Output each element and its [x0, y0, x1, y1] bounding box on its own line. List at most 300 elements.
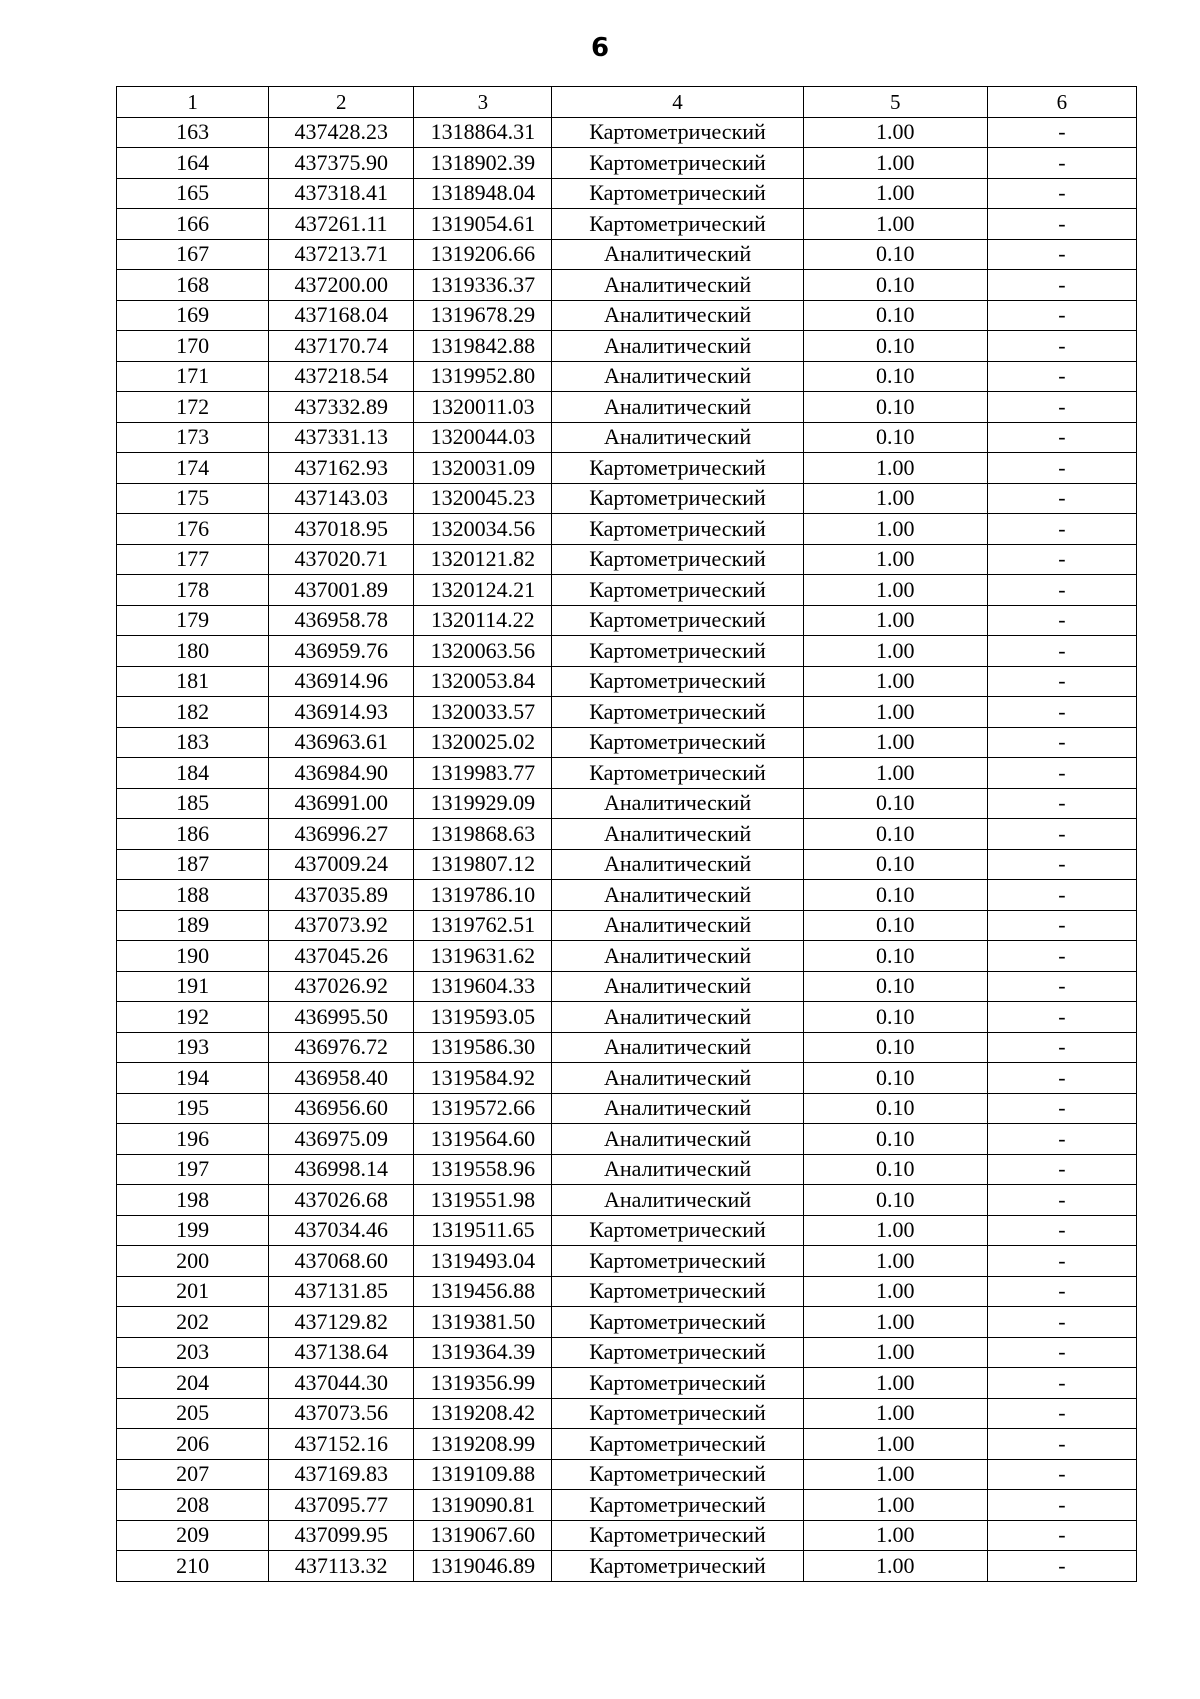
x-coordinate-cell: 437044.30	[269, 1368, 414, 1399]
point-number-cell: 163	[117, 117, 269, 148]
accuracy-cell: 1.00	[803, 117, 987, 148]
point-number-cell: 207	[117, 1459, 269, 1490]
table-row	[117, 148, 1137, 179]
y-coordinate-cell: 1319604.33	[414, 971, 552, 1002]
x-coordinate-cell: 437213.71	[269, 239, 414, 270]
note-cell: -	[987, 453, 1136, 484]
note-cell: -	[987, 331, 1136, 362]
accuracy-cell: 0.10	[803, 331, 987, 362]
method-cell: Картометрический	[552, 605, 803, 636]
method-cell: Картометрический	[552, 758, 803, 789]
method-cell: Картометрический	[552, 727, 803, 758]
x-coordinate-cell: 436998.14	[269, 1154, 414, 1185]
note-cell: -	[987, 178, 1136, 209]
point-number-cell: 203	[117, 1337, 269, 1368]
accuracy-cell: 0.10	[803, 422, 987, 453]
method-cell: Аналитический	[552, 880, 803, 911]
accuracy-cell: 1.00	[803, 636, 987, 667]
method-cell: Аналитический	[552, 1185, 803, 1216]
table-row	[117, 1551, 1137, 1582]
column-header: 3	[414, 87, 552, 118]
y-coordinate-cell: 1320063.56	[414, 636, 552, 667]
y-coordinate-cell: 1319206.66	[414, 239, 552, 270]
method-cell: Картометрический	[552, 148, 803, 179]
table-row	[117, 1154, 1137, 1185]
x-coordinate-cell: 437332.89	[269, 392, 414, 423]
table-header	[117, 87, 1137, 118]
accuracy-cell: 0.10	[803, 1063, 987, 1094]
table-row	[117, 1459, 1137, 1490]
accuracy-cell: 0.10	[803, 270, 987, 301]
x-coordinate-cell: 437073.92	[269, 910, 414, 941]
method-cell: Картометрический	[552, 697, 803, 728]
accuracy-cell: 1.00	[803, 514, 987, 545]
method-cell: Аналитический	[552, 300, 803, 331]
method-cell: Аналитический	[552, 788, 803, 819]
note-cell: -	[987, 361, 1136, 392]
x-coordinate-cell: 437200.00	[269, 270, 414, 301]
method-cell: Картометрический	[552, 1368, 803, 1399]
table-row	[117, 1368, 1137, 1399]
method-cell: Аналитический	[552, 910, 803, 941]
method-cell: Картометрический	[552, 1307, 803, 1338]
x-coordinate-cell: 437261.11	[269, 209, 414, 240]
y-coordinate-cell: 1320011.03	[414, 392, 552, 423]
x-coordinate-cell: 436958.40	[269, 1063, 414, 1094]
y-coordinate-cell: 1319952.80	[414, 361, 552, 392]
note-cell: -	[987, 117, 1136, 148]
note-cell: -	[987, 605, 1136, 636]
point-number-cell: 188	[117, 880, 269, 911]
method-cell: Аналитический	[552, 971, 803, 1002]
point-number-cell: 177	[117, 544, 269, 575]
note-cell: -	[987, 209, 1136, 240]
point-number-cell: 170	[117, 331, 269, 362]
x-coordinate-cell: 437428.23	[269, 117, 414, 148]
note-cell: -	[987, 1551, 1136, 1582]
method-cell: Картометрический	[552, 1490, 803, 1521]
x-coordinate-cell: 436914.96	[269, 666, 414, 697]
point-number-cell: 195	[117, 1093, 269, 1124]
note-cell: -	[987, 392, 1136, 423]
note-cell: -	[987, 849, 1136, 880]
y-coordinate-cell: 1319983.77	[414, 758, 552, 789]
accuracy-cell: 1.00	[803, 1459, 987, 1490]
table-row	[117, 117, 1137, 148]
column-header: 1	[117, 87, 269, 118]
method-cell: Аналитический	[552, 422, 803, 453]
accuracy-cell: 1.00	[803, 453, 987, 484]
point-number-cell: 184	[117, 758, 269, 789]
note-cell: -	[987, 1490, 1136, 1521]
accuracy-cell: 1.00	[803, 697, 987, 728]
note-cell: -	[987, 1368, 1136, 1399]
table-row	[117, 453, 1137, 484]
point-number-cell: 186	[117, 819, 269, 850]
method-cell: Картометрический	[552, 544, 803, 575]
point-number-cell: 185	[117, 788, 269, 819]
y-coordinate-cell: 1320034.56	[414, 514, 552, 545]
x-coordinate-cell: 436984.90	[269, 758, 414, 789]
point-number-cell: 173	[117, 422, 269, 453]
table-row	[117, 1520, 1137, 1551]
table-row	[117, 819, 1137, 850]
y-coordinate-cell: 1320121.82	[414, 544, 552, 575]
method-cell: Картометрический	[552, 666, 803, 697]
x-coordinate-cell: 437095.77	[269, 1490, 414, 1521]
method-cell: Картометрический	[552, 636, 803, 667]
method-cell: Картометрический	[552, 1459, 803, 1490]
note-cell: -	[987, 1154, 1136, 1185]
table-row	[117, 483, 1137, 514]
y-coordinate-cell: 1319593.05	[414, 1002, 552, 1033]
x-coordinate-cell: 437026.92	[269, 971, 414, 1002]
y-coordinate-cell: 1319842.88	[414, 331, 552, 362]
method-cell: Аналитический	[552, 849, 803, 880]
method-cell: Картометрический	[552, 453, 803, 484]
note-cell: -	[987, 819, 1136, 850]
accuracy-cell: 1.00	[803, 575, 987, 606]
y-coordinate-cell: 1320025.02	[414, 727, 552, 758]
y-coordinate-cell: 1319046.89	[414, 1551, 552, 1582]
accuracy-cell: 0.10	[803, 971, 987, 1002]
note-cell: -	[987, 1002, 1136, 1033]
accuracy-cell: 0.10	[803, 1002, 987, 1033]
accuracy-cell: 1.00	[803, 727, 987, 758]
point-number-cell: 208	[117, 1490, 269, 1521]
point-number-cell: 205	[117, 1398, 269, 1429]
note-cell: -	[987, 941, 1136, 972]
method-cell: Картометрический	[552, 117, 803, 148]
point-number-cell: 180	[117, 636, 269, 667]
method-cell: Аналитический	[552, 239, 803, 270]
point-number-cell: 167	[117, 239, 269, 270]
x-coordinate-cell: 436991.00	[269, 788, 414, 819]
y-coordinate-cell: 1319786.10	[414, 880, 552, 911]
method-cell: Картометрический	[552, 483, 803, 514]
method-cell: Картометрический	[552, 1551, 803, 1582]
y-coordinate-cell: 1319208.99	[414, 1429, 552, 1460]
point-number-cell: 165	[117, 178, 269, 209]
table-row	[117, 1032, 1137, 1063]
note-cell: -	[987, 148, 1136, 179]
accuracy-cell: 0.10	[803, 788, 987, 819]
method-cell: Картометрический	[552, 1429, 803, 1460]
accuracy-cell: 1.00	[803, 1520, 987, 1551]
x-coordinate-cell: 437143.03	[269, 483, 414, 514]
y-coordinate-cell: 1318902.39	[414, 148, 552, 179]
note-cell: -	[987, 1063, 1136, 1094]
y-coordinate-cell: 1319551.98	[414, 1185, 552, 1216]
x-coordinate-cell: 437001.89	[269, 575, 414, 606]
x-coordinate-cell: 436975.09	[269, 1124, 414, 1155]
point-number-cell: 194	[117, 1063, 269, 1094]
method-cell: Аналитический	[552, 270, 803, 301]
note-cell: -	[987, 300, 1136, 331]
y-coordinate-cell: 1319381.50	[414, 1307, 552, 1338]
accuracy-cell: 0.10	[803, 1154, 987, 1185]
x-coordinate-cell: 437331.13	[269, 422, 414, 453]
y-coordinate-cell: 1319067.60	[414, 1520, 552, 1551]
table-row	[117, 910, 1137, 941]
y-coordinate-cell: 1319868.63	[414, 819, 552, 850]
x-coordinate-cell: 437020.71	[269, 544, 414, 575]
method-cell: Картометрический	[552, 209, 803, 240]
accuracy-cell: 1.00	[803, 1337, 987, 1368]
table-row	[117, 666, 1137, 697]
table-row	[117, 575, 1137, 606]
note-cell: -	[987, 514, 1136, 545]
method-cell: Аналитический	[552, 941, 803, 972]
note-cell: -	[987, 1398, 1136, 1429]
method-cell: Картометрический	[552, 1215, 803, 1246]
x-coordinate-cell: 436914.93	[269, 697, 414, 728]
table-row	[117, 544, 1137, 575]
y-coordinate-cell: 1319586.30	[414, 1032, 552, 1063]
x-coordinate-cell: 437045.26	[269, 941, 414, 972]
note-cell: -	[987, 697, 1136, 728]
note-cell: -	[987, 727, 1136, 758]
x-coordinate-cell: 436995.50	[269, 1002, 414, 1033]
table-row	[117, 270, 1137, 301]
table-row	[117, 1490, 1137, 1521]
accuracy-cell: 1.00	[803, 1398, 987, 1429]
note-cell: -	[987, 666, 1136, 697]
method-cell: Картометрический	[552, 1276, 803, 1307]
note-cell: -	[987, 788, 1136, 819]
method-cell: Аналитический	[552, 331, 803, 362]
point-number-cell: 178	[117, 575, 269, 606]
accuracy-cell: 0.10	[803, 819, 987, 850]
x-coordinate-cell: 436996.27	[269, 819, 414, 850]
accuracy-cell: 1.00	[803, 483, 987, 514]
note-cell: -	[987, 636, 1136, 667]
accuracy-cell: 1.00	[803, 1246, 987, 1277]
table-row	[117, 1063, 1137, 1094]
point-number-cell: 182	[117, 697, 269, 728]
accuracy-cell: 0.10	[803, 1185, 987, 1216]
point-number-cell: 183	[117, 727, 269, 758]
table-row	[117, 1276, 1137, 1307]
note-cell: -	[987, 1459, 1136, 1490]
accuracy-cell: 1.00	[803, 1429, 987, 1460]
point-number-cell: 209	[117, 1520, 269, 1551]
method-cell: Аналитический	[552, 392, 803, 423]
table-row	[117, 636, 1137, 667]
method-cell: Аналитический	[552, 1154, 803, 1185]
y-coordinate-cell: 1320053.84	[414, 666, 552, 697]
y-coordinate-cell: 1318864.31	[414, 117, 552, 148]
table-row	[117, 331, 1137, 362]
point-number-cell: 191	[117, 971, 269, 1002]
y-coordinate-cell: 1319584.92	[414, 1063, 552, 1094]
x-coordinate-cell: 437073.56	[269, 1398, 414, 1429]
note-cell: -	[987, 422, 1136, 453]
accuracy-cell: 0.10	[803, 300, 987, 331]
note-cell: -	[987, 1429, 1136, 1460]
x-coordinate-cell: 437099.95	[269, 1520, 414, 1551]
y-coordinate-cell: 1319208.42	[414, 1398, 552, 1429]
note-cell: -	[987, 544, 1136, 575]
accuracy-cell: 1.00	[803, 209, 987, 240]
coordinates-table	[116, 86, 1137, 1582]
y-coordinate-cell: 1319364.39	[414, 1337, 552, 1368]
x-coordinate-cell: 437169.83	[269, 1459, 414, 1490]
method-cell: Картометрический	[552, 1520, 803, 1551]
x-coordinate-cell: 437375.90	[269, 148, 414, 179]
table-row	[117, 941, 1137, 972]
table-row	[117, 788, 1137, 819]
x-coordinate-cell: 436958.78	[269, 605, 414, 636]
method-cell: Аналитический	[552, 1124, 803, 1155]
note-cell: -	[987, 1185, 1136, 1216]
point-number-cell: 179	[117, 605, 269, 636]
method-cell: Картометрический	[552, 1246, 803, 1277]
y-coordinate-cell: 1319054.61	[414, 209, 552, 240]
table-row	[117, 1398, 1137, 1429]
x-coordinate-cell: 437218.54	[269, 361, 414, 392]
table-row	[117, 1124, 1137, 1155]
x-coordinate-cell: 437162.93	[269, 453, 414, 484]
point-number-cell: 200	[117, 1246, 269, 1277]
note-cell: -	[987, 270, 1136, 301]
note-cell: -	[987, 971, 1136, 1002]
point-number-cell: 176	[117, 514, 269, 545]
accuracy-cell: 0.10	[803, 1032, 987, 1063]
method-cell: Аналитический	[552, 1002, 803, 1033]
x-coordinate-cell: 436956.60	[269, 1093, 414, 1124]
method-cell: Аналитический	[552, 1063, 803, 1094]
x-coordinate-cell: 437131.85	[269, 1276, 414, 1307]
y-coordinate-cell: 1319511.65	[414, 1215, 552, 1246]
table-row	[117, 1215, 1137, 1246]
y-coordinate-cell: 1319456.88	[414, 1276, 552, 1307]
note-cell: -	[987, 758, 1136, 789]
point-number-cell: 171	[117, 361, 269, 392]
y-coordinate-cell: 1319762.51	[414, 910, 552, 941]
y-coordinate-cell: 1319558.96	[414, 1154, 552, 1185]
accuracy-cell: 1.00	[803, 1368, 987, 1399]
header-row	[117, 87, 1137, 118]
accuracy-cell: 1.00	[803, 544, 987, 575]
x-coordinate-cell: 437034.46	[269, 1215, 414, 1246]
y-coordinate-cell: 1319807.12	[414, 849, 552, 880]
point-number-cell: 174	[117, 453, 269, 484]
accuracy-cell: 1.00	[803, 1215, 987, 1246]
accuracy-cell: 1.00	[803, 148, 987, 179]
accuracy-cell: 1.00	[803, 1276, 987, 1307]
y-coordinate-cell: 1319493.04	[414, 1246, 552, 1277]
x-coordinate-cell: 437318.41	[269, 178, 414, 209]
x-coordinate-cell: 437138.64	[269, 1337, 414, 1368]
table-row	[117, 300, 1137, 331]
y-coordinate-cell: 1320044.03	[414, 422, 552, 453]
table-row	[117, 1002, 1137, 1033]
table-row	[117, 849, 1137, 880]
table-row	[117, 239, 1137, 270]
accuracy-cell: 0.10	[803, 1093, 987, 1124]
table-row	[117, 1337, 1137, 1368]
method-cell: Аналитический	[552, 1032, 803, 1063]
point-number-cell: 175	[117, 483, 269, 514]
x-coordinate-cell: 437152.16	[269, 1429, 414, 1460]
y-coordinate-cell: 1319336.37	[414, 270, 552, 301]
accuracy-cell: 1.00	[803, 1307, 987, 1338]
table-row	[117, 178, 1137, 209]
point-number-cell: 181	[117, 666, 269, 697]
note-cell: -	[987, 880, 1136, 911]
accuracy-cell: 1.00	[803, 666, 987, 697]
table-row	[117, 1246, 1137, 1277]
method-cell: Картометрический	[552, 575, 803, 606]
accuracy-cell: 0.10	[803, 361, 987, 392]
note-cell: -	[987, 910, 1136, 941]
point-number-cell: 210	[117, 1551, 269, 1582]
note-cell: -	[987, 1093, 1136, 1124]
point-number-cell: 172	[117, 392, 269, 423]
x-coordinate-cell: 436963.61	[269, 727, 414, 758]
y-coordinate-cell: 1319356.99	[414, 1368, 552, 1399]
accuracy-cell: 1.00	[803, 758, 987, 789]
page-number: 6	[590, 33, 610, 63]
point-number-cell: 166	[117, 209, 269, 240]
point-number-cell: 169	[117, 300, 269, 331]
y-coordinate-cell: 1319631.62	[414, 941, 552, 972]
note-cell: -	[987, 1276, 1136, 1307]
note-cell: -	[987, 1124, 1136, 1155]
point-number-cell: 206	[117, 1429, 269, 1460]
point-number-cell: 201	[117, 1276, 269, 1307]
y-coordinate-cell: 1320031.09	[414, 453, 552, 484]
note-cell: -	[987, 1215, 1136, 1246]
point-number-cell: 164	[117, 148, 269, 179]
point-number-cell: 187	[117, 849, 269, 880]
x-coordinate-cell: 437026.68	[269, 1185, 414, 1216]
method-cell: Картометрический	[552, 514, 803, 545]
accuracy-cell: 1.00	[803, 178, 987, 209]
y-coordinate-cell: 1318948.04	[414, 178, 552, 209]
point-number-cell: 196	[117, 1124, 269, 1155]
point-number-cell: 198	[117, 1185, 269, 1216]
accuracy-cell: 1.00	[803, 1551, 987, 1582]
column-header: 2	[269, 87, 414, 118]
point-number-cell: 204	[117, 1368, 269, 1399]
y-coordinate-cell: 1320114.22	[414, 605, 552, 636]
y-coordinate-cell: 1319564.60	[414, 1124, 552, 1155]
accuracy-cell: 1.00	[803, 605, 987, 636]
note-cell: -	[987, 239, 1136, 270]
table-row	[117, 209, 1137, 240]
table-row	[117, 392, 1137, 423]
table-row	[117, 1429, 1137, 1460]
point-number-cell: 168	[117, 270, 269, 301]
table-row	[117, 880, 1137, 911]
accuracy-cell: 0.10	[803, 239, 987, 270]
table-row	[117, 727, 1137, 758]
table-row	[117, 605, 1137, 636]
x-coordinate-cell: 436959.76	[269, 636, 414, 667]
note-cell: -	[987, 483, 1136, 514]
accuracy-cell: 1.00	[803, 1490, 987, 1521]
table-row	[117, 1185, 1137, 1216]
y-coordinate-cell: 1319572.66	[414, 1093, 552, 1124]
table-row	[117, 697, 1137, 728]
y-coordinate-cell: 1319090.81	[414, 1490, 552, 1521]
accuracy-cell: 0.10	[803, 880, 987, 911]
y-coordinate-cell: 1319929.09	[414, 788, 552, 819]
y-coordinate-cell: 1320124.21	[414, 575, 552, 606]
x-coordinate-cell: 437068.60	[269, 1246, 414, 1277]
